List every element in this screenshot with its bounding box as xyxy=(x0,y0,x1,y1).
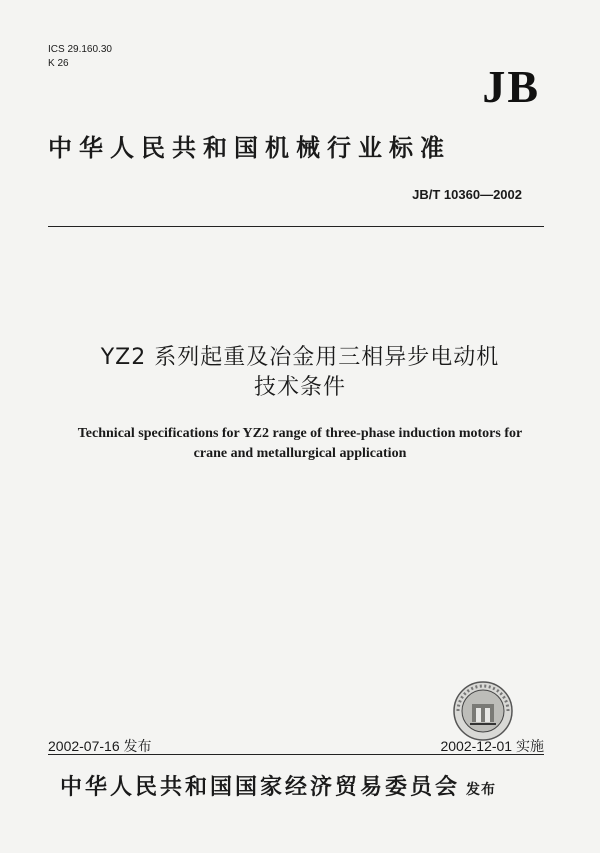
publisher-name: 中华人民共和国国家经济贸易委员会 xyxy=(60,775,461,800)
publisher-suffix: 发布 xyxy=(466,782,497,798)
ics-code: ICS 29.160.30 xyxy=(48,44,112,55)
classification-block xyxy=(48,43,112,71)
title-en-line1: Technical specifications for YZ2 range of three-phase induction motors for xyxy=(77,426,523,441)
official-seal-icon xyxy=(452,680,514,742)
standard-number: JB/T 10360—2002 xyxy=(412,187,522,202)
category-code: K 26 xyxy=(48,58,69,69)
publisher xyxy=(60,770,496,801)
title-en-line2: crane and metallurgical application xyxy=(193,446,407,461)
standard-body-title: 中华人民共和国机械行业标准 xyxy=(48,134,451,162)
title-cn-line1: YZ2 系列起重及冶金用三相异步电动机 xyxy=(100,345,500,370)
jb-logo: JB xyxy=(482,61,540,112)
title-cn-line2: 技术条件 xyxy=(253,375,346,400)
issue-date: 2002-07-16 发布 xyxy=(48,738,152,754)
top-divider xyxy=(48,226,544,227)
implementation-date: 2002-12-01 实施 xyxy=(440,738,544,754)
